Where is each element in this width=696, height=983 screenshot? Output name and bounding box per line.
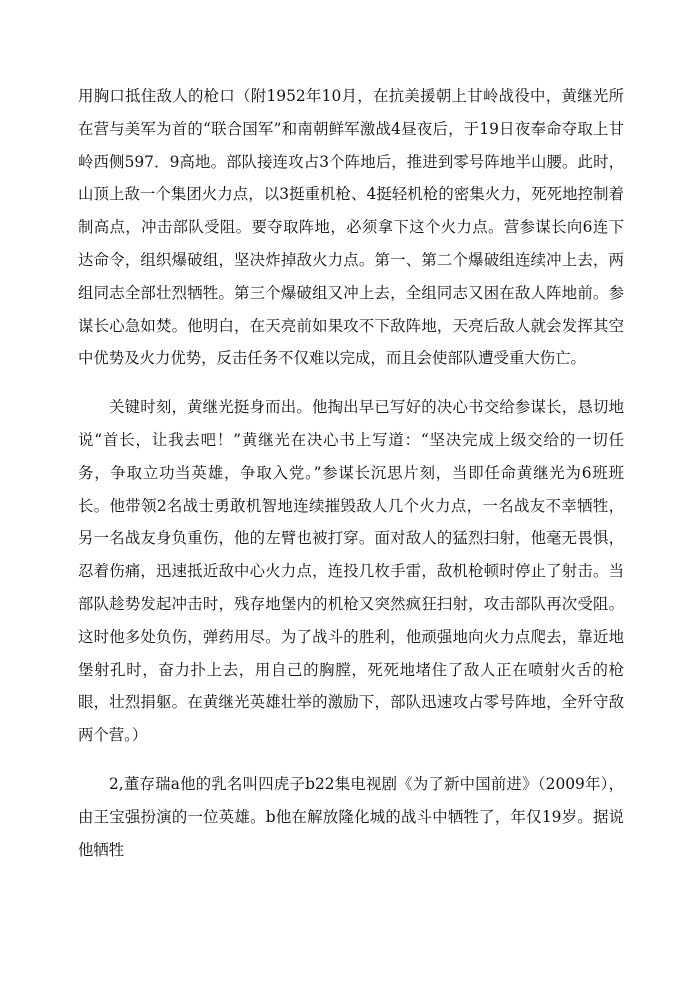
paragraph-dong-cunrui: 2,董存瑞a他的乳名叫四虎子b22集电视剧《为了新中国前进》（2009年），由王宝强扮演的一位英雄。b他在解放隆化城的战斗中牺牲了，年仅19岁。据说他牺牲 [78, 774, 624, 859]
paragraph-huang-jiguang-sacrifice: 关键时刻，黄继光挺身而出。他掏出早已写好的决心书交给参谋长，恳切地说“首长，让我去吧！”黄继光在决心书上写道：“坚决完成上级交给的一切任务，争取立功当英雄，争取入党。”参谋长沉思片刻，当即任命黄继光为6班班长。他带领2名战士勇敢机智地连续摧毁敌人几个火力点，一名战友不幸牺牲，另一名战友身负重伤，他的左臂也被打穿。面对敌人的猛烈扫射，他毫无畏惧，忍着伤痛，迅速抵近敌中心火力点，连投几枚手雷，敌机枪顿时停止了射击。当部队趁势发起冲击时，残存地堡内的机枪又突然疯狂扫射，攻击部队再次受阻。这时他多处负伤，弹药用尽。为了战斗的胜利，他顽强地向火力点爬去，靠近地堡射孔时，奋力扑上去，用自己的胸膛，死死地堵住了敌人正在喷射火舌的枪眼，壮烈捐躯。在黄继光英雄壮举的激励下，部队迅速攻占零号阵地，全歼守敌两个营。） [78, 398, 624, 745]
paragraph-huang-jiguang-battle: 用胸口抵住敌人的枪口（附1952年10月，在抗美援朝上甘岭战役中，黄继光所在营与美军为首的“联合国军”和南朝鲜军激战4昼夜后，于19日夜奉命夺取上甘岭西侧597．9高地。部队接连攻占3个阵地后，推进到零号阵地半山腰。此时，山顶上敌一个集团火力点，以3挺重机枪、4挺轻机枪的密集火力，死死地控制着制高点，冲击部队受阻。要夺取阵地，必须拿下这个火力点。营参谋长向6连下达命令，组织爆破组，坚决炸掉敌火力点。第一、第二个爆破组连续冲上去，两组同志全部壮烈牺牲。第三个爆破组又冲上去，全组同志又困在敌人阵地前。参谋长心急如焚。他明白，在天亮前如果攻不下敌阵地，天亮后敌人就会发挥其空中优势及火力优势，反击任务不仅难以完成，而且会使部队遭受重大伤亡。 [78, 87, 624, 368]
document-page [78, 80, 624, 866]
